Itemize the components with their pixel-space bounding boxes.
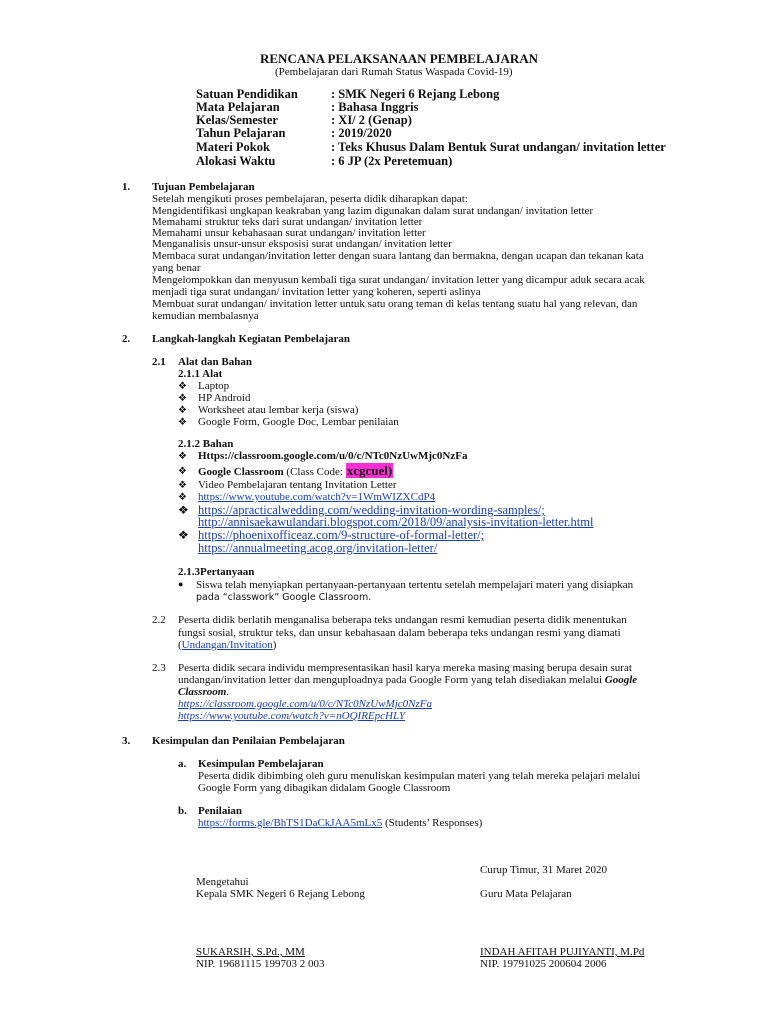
principal-nip: NIP. 19681115 199703 2 003 — [196, 958, 325, 970]
text-run-bold: Classroom — [178, 686, 227, 698]
place-date: Curup Timur, 31 Maret 2020 — [480, 864, 607, 876]
text-run: . — [226, 686, 230, 698]
text-run-bold: Google — [604, 674, 638, 686]
section-text: Mengelompokkan dan menyusun kembali tiga surat undangan/ invitation letter yang dicampur aduk secara acak — [152, 274, 645, 286]
item-title: Penilaian — [198, 805, 243, 817]
section-text: menjadi tiga surat undangan/ invitation letter yang koheren, seperti aslinya — [152, 286, 481, 298]
section-number: 1. — [122, 181, 131, 193]
section-text: Peserta didik secara individu mempresentasikan hasil karya mereka masing masing berupa desain surat — [178, 662, 632, 674]
youtube-link[interactable]: https://www.youtube.com/watch?v=1WmWIZXCdP4 — [198, 491, 436, 503]
section-text: Mengidentifikasi ungkapan keakraban yang lazim digunakan dalam surat undangan/ invitation letter — [152, 205, 594, 217]
section-text: yang benar — [152, 262, 201, 274]
section-text: Menganalisis unsur-unsur eksposisi surat undangan/ invitation letter — [152, 238, 452, 250]
identity-value: : Bahasa Inggris — [331, 100, 419, 114]
diamond-bullet-icon: ❖ — [178, 480, 187, 491]
section-text: Memahami struktur teks dari surat undangan/ invitation letter — [152, 216, 423, 228]
diamond-bullet-icon: ❖ — [178, 405, 187, 416]
classroom-url[interactable]: Https://classroom.google.com/u/0/c/NTc0NzUwMjc0NzFa — [198, 450, 468, 462]
item-title: Kesimpulan Pembelajaran — [198, 758, 324, 770]
section-text: Memahami unsur kebahasaan surat undangan/ invitation letter — [152, 227, 426, 239]
subsection-number: 2.3 — [152, 662, 166, 674]
list-item: Laptop — [198, 380, 230, 392]
wedding-link[interactable]: https://apracticalwedding.com/wedding-invitation-wording-samples/; — [198, 503, 545, 517]
principal-name: SUKARSIH, S.Pd., MM — [196, 946, 305, 958]
mengetahui-label: Mengetahui — [196, 876, 249, 888]
subsubsection-title: 2.1.2 Bahan — [178, 438, 234, 450]
section-text: kemudian membalasnya — [152, 310, 259, 322]
identity-value: : XI/ 2 (Genap) — [331, 113, 412, 127]
section-number: 2. — [122, 333, 131, 345]
section-text: fungsi sosial, struktur teks, dan unsur kebahasaan dalam beberapa teks undangan resmi yang diamati — [178, 627, 621, 639]
page-subtitle: (Pembelajaran dari Rumah Status Waspada Covid-19) — [275, 66, 513, 78]
section-text: Google Form yang dibagikan didalam Google Classroom — [198, 782, 451, 794]
youtube-link[interactable]: https://www.youtube.com/watch?v=nOQIREpcHLY — [178, 710, 405, 722]
section-text — [178, 639, 276, 652]
section-text: Peserta didik dibimbing oleh guru menuliskan kesimpulan materi yang telah mereka pelajari melalui — [198, 770, 641, 782]
teacher-nip: NIP. 19791025 200604 2006 — [480, 958, 607, 970]
diamond-bullet-icon: ❖ — [178, 381, 187, 392]
paren-open: ( — [178, 639, 182, 651]
list-item: HP Android — [198, 392, 251, 404]
class-code-highlight: xcgcuel) — [346, 463, 393, 478]
diamond-bullet-icon: ❖ — [178, 528, 189, 542]
list-item: Worksheet atau lembar kerja (siswa) — [198, 404, 359, 416]
diamond-bullet-icon: ❖ — [178, 451, 187, 462]
item-letter: b. — [178, 805, 187, 817]
diamond-bullet-icon: ❖ — [178, 492, 187, 503]
item-letter: a. — [178, 758, 187, 770]
text-run: undangan/invitation letter dan menguploadnya pada Google Form yang telah disediakan melalui — [178, 674, 605, 686]
identity-value: : 6 JP (2x Peretemuan) — [331, 154, 453, 168]
diamond-bullet-icon: ❖ — [178, 503, 189, 517]
section-text — [198, 817, 482, 830]
section-text — [178, 674, 637, 687]
google-classroom-label: Google Classroom — [198, 466, 284, 478]
section-text: Membaca surat undangan/invitation letter dengan suara lantang dan bermakna, dengan ucapan dan tekanan kata — [152, 250, 644, 262]
section-text: Setelah mengikuti proses pembelajaran, peserta didik diharapkan dapat: — [152, 193, 468, 205]
list-item: Google Form, Google Doc, Lembar penilaian — [198, 416, 399, 428]
class-code-label: (Class Code: — [283, 466, 346, 478]
identity-label: Satuan Pendidikan — [196, 87, 298, 101]
subsubsection-title: 2.1.3Pertanyaan — [178, 566, 255, 578]
google-classroom-line — [198, 463, 393, 480]
section-text: pada “classwork” Google Classroom. — [196, 592, 372, 603]
forms-link[interactable]: https://forms.gle/BhTS1DaCkJAA5mLx5 — [198, 817, 383, 829]
phoenix-link[interactable]: https://phoenixofficeaz.com/9-structure-of-formal-letter/; — [198, 528, 485, 542]
principal-role: Kepala SMK Negeri 6 Rejang Lebong — [196, 888, 365, 900]
paren-close: ) — [272, 639, 277, 651]
section-title: Kesimpulan dan Penilaian Pembelajaran — [152, 735, 345, 747]
section-title: Tujuan Pembelajaran — [152, 181, 255, 193]
identity-value: : Teks Khusus Dalam Bentuk Surat undangan/ invitation letter — [331, 140, 666, 154]
list-item: Video Pembelajaran tentang Invitation Letter — [198, 479, 397, 491]
identity-label: Kelas/Semester — [196, 113, 278, 127]
identity-label: Mata Pelajaran — [196, 100, 280, 114]
invitation-link[interactable]: Undangan/Invitation — [181, 639, 273, 651]
identity-label: Materi Pokok — [196, 140, 270, 154]
teacher-name: INDAH AFITAH PUJIYANTI, M.Pd — [480, 946, 645, 958]
classroom-link[interactable]: https://classroom.google.com/u/0/c/NTc0NzUwMjc0NzFa — [178, 698, 433, 710]
round-bullet-icon: ● — [178, 579, 184, 589]
diamond-bullet-icon: ❖ — [178, 466, 187, 477]
identity-label: Alokasi Waktu — [196, 154, 276, 168]
subsubsection-title: 2.1.1 Alat — [178, 368, 223, 380]
identity-label: Tahun Pelajaran — [196, 126, 286, 140]
blogspot-link[interactable]: http://annisaekawulandari.blogspot.com/2018/09/analysis-invitation-letter.html — [198, 515, 594, 529]
identity-value: : 2019/2020 — [331, 126, 392, 140]
subsection-title: Alat dan Bahan — [178, 356, 252, 368]
subsection-number: 2.2 — [152, 614, 166, 626]
section-text: Membuat surat undangan/ invitation letter untuk satu orang teman di kelas tentang suatu hal yang relevan, dan — [152, 298, 638, 310]
text-run: (Students’ Responses) — [382, 817, 483, 829]
diamond-bullet-icon: ❖ — [178, 393, 187, 404]
page-title: RENCANA PELAKSANAAN PEMBELAJARAN — [260, 51, 539, 66]
identity-value: : SMK Negeri 6 Rejang Lebong — [331, 87, 500, 101]
teacher-role: Guru Mata Pelajaran — [480, 888, 572, 900]
diamond-bullet-icon: ❖ — [178, 417, 187, 428]
section-text: Peserta didik berlatih menganalisa beberapa teks undangan resmi kemudian peserta didik menentukan — [178, 614, 627, 626]
subsection-number: 2.1 — [152, 356, 166, 368]
section-text: Siswa telah menyiapkan pertanyaan-pertanyaan tertentu setelah mempelajari materi yang disiapkan — [196, 579, 634, 591]
section-title: Langkah-langkah Kegiatan Pembelajaran — [152, 333, 351, 345]
section-number: 3. — [122, 735, 131, 747]
acog-link[interactable]: https://annualmeeting.acog.org/invitation-letter/ — [198, 541, 438, 555]
